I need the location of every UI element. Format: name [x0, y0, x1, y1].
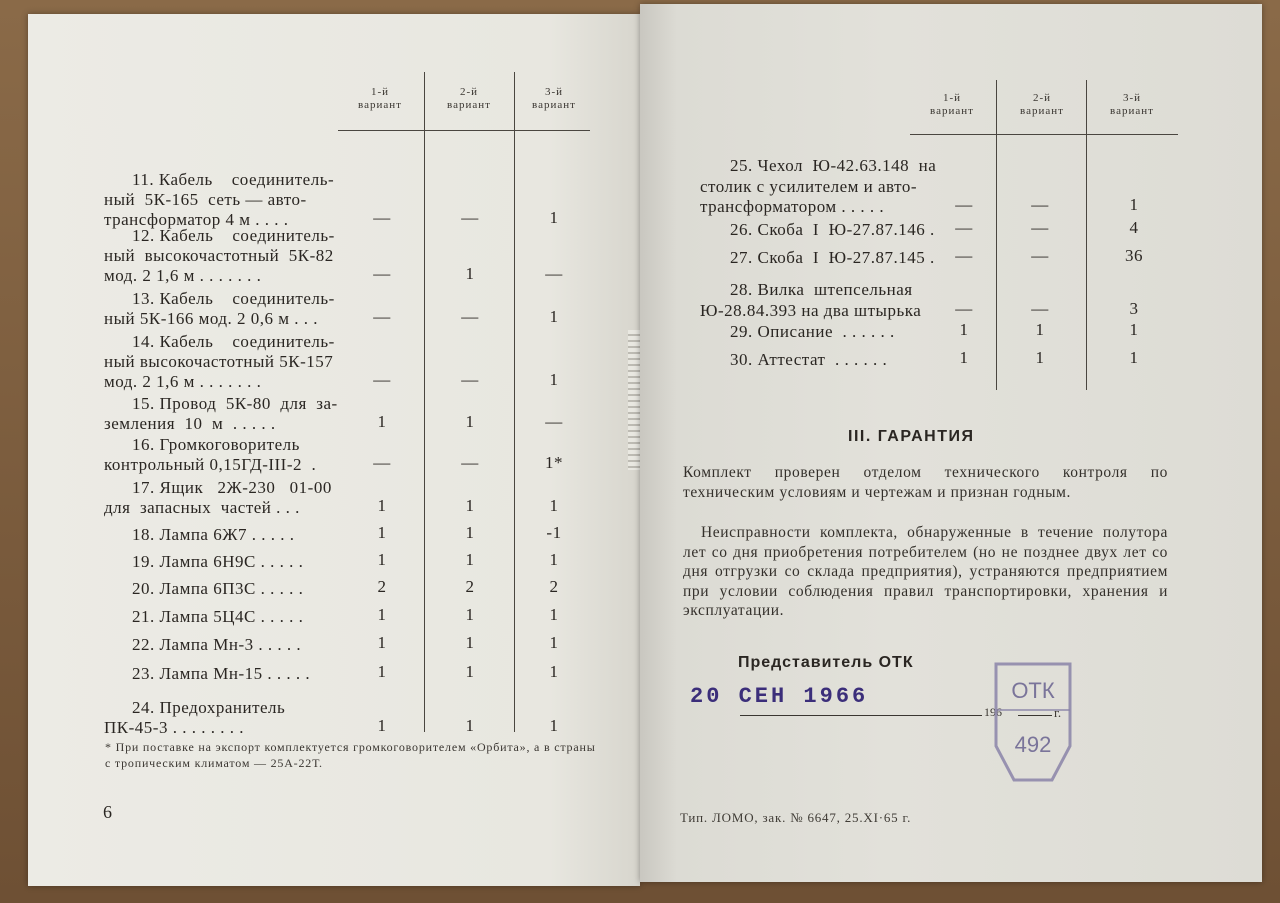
- otk-stamp-label: ОТК: [1011, 678, 1055, 703]
- quantity-cell: 1: [465, 523, 475, 542]
- item-name: ный высокочастотный 5К-157: [104, 352, 334, 371]
- quantity-cell: 1: [377, 412, 387, 431]
- item-name: Ю-28.84.393 на два штырька: [700, 300, 922, 320]
- quantity-cell: 1: [959, 320, 969, 339]
- otk-stamp-number: 492: [1014, 732, 1052, 757]
- column-header-2: [1002, 92, 1082, 118]
- column-divider: [996, 80, 997, 390]
- quantity-cell: 1: [1129, 195, 1139, 214]
- quantity-cell: 3: [1129, 298, 1139, 318]
- column-header-label: 3-й: [544, 86, 564, 98]
- quantity-cell: —: [373, 453, 391, 472]
- item-name: ПК-45-3 . . . . . . . .: [104, 718, 244, 737]
- quantity-cell: 1: [549, 605, 559, 624]
- quantity-cell: 1: [377, 496, 387, 515]
- quantity-cell: 1: [465, 662, 475, 681]
- quantity-cell: 4: [1129, 218, 1139, 237]
- quantity-cell: —: [373, 264, 391, 283]
- item-name: 15. Провод 5К-80 для за-: [132, 394, 338, 413]
- quantity-cell: 2: [377, 577, 387, 596]
- column-header-label: вариант: [930, 105, 974, 117]
- quantity-cell: 1: [465, 550, 475, 569]
- header-rule: [910, 134, 1178, 135]
- item-name: ный высокочастотный 5К-82: [104, 246, 334, 265]
- column-header-label: 3-й: [1122, 92, 1142, 104]
- quantity-cell: —: [373, 208, 391, 227]
- quantity-cell: 1: [549, 662, 559, 681]
- item-name: 22. Лампа Мн-3 . . . . .: [132, 635, 302, 654]
- column-header-3: [518, 86, 590, 112]
- quantity-cell: 1: [1035, 320, 1045, 339]
- date-stamp: 20 СЕН 1966: [690, 684, 869, 709]
- column-header-label: вариант: [532, 99, 576, 111]
- quantity-cell: —: [955, 195, 973, 214]
- quantity-cell: 1: [549, 633, 559, 652]
- quantity-cell: 1: [549, 716, 559, 735]
- footnote: * При поставке на экспорт комплектуется громкоговорителем «Орбита», а в страны с тропическим климатом — 25А-22Т.: [105, 740, 596, 770]
- quantity-cell: 1: [549, 307, 559, 326]
- column-header-label: вариант: [1110, 105, 1154, 117]
- left-page: [28, 14, 640, 886]
- item-name: 27. Скоба I Ю-27.87.145 .: [730, 248, 935, 267]
- quantity-cell: —: [461, 370, 479, 389]
- binding-stitches: [628, 330, 640, 470]
- item-name: 16. Громкоговоритель: [132, 435, 300, 454]
- quantity-cell: 36: [1125, 246, 1143, 265]
- column-header-label: 1-й: [370, 86, 390, 98]
- guarantee-paragraph-2: Неисправности комплекта, обнаруженные в течение полутора лет со дня приобретения потребителем (но не позднее двух лет со дня отгрузки со склада предприятия), устраняются предприятием при условии соблюдения правил транспортировки, хранения и эксплуатации.: [683, 524, 1168, 619]
- quantity-cell: 1: [377, 662, 387, 681]
- item-name: мод. 2 1,6 м . . . . . . .: [104, 266, 262, 285]
- column-divider: [424, 72, 425, 732]
- quantity-cell: 1: [1129, 348, 1139, 367]
- quantity-cell: 1: [377, 523, 387, 542]
- item-name: мод. 2 1,6 м . . . . . . .: [104, 372, 262, 391]
- column-divider: [1086, 80, 1087, 390]
- item-name: 18. Лампа 6Ж7 . . . . .: [132, 525, 295, 544]
- quantity-cell: 1: [465, 496, 475, 515]
- item-name: 17. Ящик 2Ж-230 01-00: [132, 478, 332, 497]
- quantity-cell: 1: [549, 370, 559, 389]
- quantity-cell: —: [955, 298, 973, 318]
- quantity-cell: 2: [465, 577, 475, 596]
- quantity-cell: —: [1031, 298, 1049, 318]
- otk-representative-label: Представитель ОТК: [738, 654, 914, 671]
- item-name: контрольный 0,15ГД-III-2 .: [104, 455, 317, 474]
- quantity-cell: 1: [377, 605, 387, 624]
- item-name: ный 5К-165 сеть — авто-: [104, 190, 307, 209]
- item-name: 23. Лампа Мн-15 . . . . .: [132, 664, 311, 683]
- item-name: 21. Лампа 5Ц4С . . . . .: [132, 607, 304, 626]
- quantity-cell: —: [955, 218, 973, 237]
- column-header-1: [340, 86, 420, 112]
- quantity-cell: —: [955, 246, 973, 265]
- item-name: трансформатор 4 м . . . .: [104, 210, 289, 229]
- item-name: 12. Кабель соединитель-: [132, 226, 335, 245]
- column-header-2: [428, 86, 510, 112]
- item-name: 25. Чехол Ю-42.63.148 на: [730, 156, 937, 175]
- quantity-cell: —: [461, 307, 479, 326]
- quantity-cell: —: [1031, 195, 1049, 214]
- quantity-cell: 1: [377, 716, 387, 735]
- year-print: 196: [984, 705, 1002, 719]
- item-name: 20. Лампа 6П3С . . . . .: [132, 579, 304, 598]
- quantity-cell: 1: [959, 348, 969, 367]
- guarantee-paragraph-1: Комплект проверен отделом технического контроля по техническим условиям и чертежам и признан годным.: [683, 464, 1168, 501]
- item-name: 19. Лампа 6Н9С . . . . .: [132, 552, 304, 571]
- item-name: 24. Предохранитель: [132, 698, 286, 717]
- quantity-cell: 1: [377, 550, 387, 569]
- column-header-label: 1-й: [942, 92, 962, 104]
- column-divider: [514, 72, 515, 732]
- page-number: 6: [103, 802, 112, 822]
- quantity-cell: —: [1031, 246, 1049, 265]
- item-name: 11. Кабель соединитель-: [132, 170, 335, 189]
- otk-stamp: [992, 660, 1074, 786]
- quantity-cell: 2: [549, 577, 559, 596]
- column-header-label: 2-й: [459, 86, 479, 98]
- quantity-cell: 1: [465, 716, 475, 735]
- item-name: 28. Вилка штепсельная: [730, 280, 913, 299]
- quantity-cell: 1: [549, 208, 559, 227]
- quantity-cell: 1: [465, 264, 475, 283]
- item-name: 29. Описание . . . . . .: [730, 322, 895, 341]
- quantity-cell: —: [373, 370, 391, 389]
- column-header-label: вариант: [1020, 105, 1064, 117]
- section-title: III. ГАРАНТИЯ: [848, 428, 975, 445]
- column-header-1: [912, 92, 992, 118]
- item-name: трансформатором . . . . .: [700, 197, 885, 216]
- quantity-cell: 1: [1035, 348, 1045, 367]
- quantity-cell: —: [461, 208, 479, 227]
- date-underline: [740, 715, 982, 716]
- column-header-label: вариант: [358, 99, 402, 111]
- quantity-cell: 1: [465, 412, 475, 431]
- quantity-cell: 1: [465, 605, 475, 624]
- item-name: для запасных частей . . .: [104, 498, 300, 517]
- quantity-cell: 1*: [545, 453, 563, 472]
- item-name: 14. Кабель соединитель-: [132, 332, 335, 351]
- year-suffix: г.: [1054, 705, 1062, 720]
- quantity-cell: -1: [546, 523, 562, 542]
- item-name: 30. Аттестат . . . . . .: [730, 350, 888, 369]
- quantity-cell: —: [1031, 218, 1049, 237]
- quantity-cell: 1: [1129, 320, 1139, 339]
- item-name: 13. Кабель соединитель-: [132, 289, 335, 308]
- item-name: земления 10 м . . . . .: [104, 414, 276, 433]
- column-header-3: [1092, 92, 1172, 118]
- quantity-cell: 1: [377, 633, 387, 652]
- item-name: ный 5К-166 мод. 2 0,6 м . . .: [104, 309, 319, 328]
- item-name: столик с усилителем и авто-: [700, 176, 918, 196]
- quantity-cell: 1: [465, 633, 475, 652]
- quantity-cell: —: [461, 453, 479, 472]
- quantity-cell: 1: [549, 496, 559, 515]
- printer-imprint: Тип. ЛОМО, зак. № 6647, 25.XI·65 г.: [680, 810, 912, 825]
- column-header-label: 2-й: [1032, 92, 1052, 104]
- quantity-cell: —: [373, 307, 391, 326]
- quantity-cell: —: [545, 412, 563, 431]
- column-header-label: вариант: [447, 99, 491, 111]
- header-rule: [338, 130, 590, 131]
- quantity-cell: 1: [549, 550, 559, 569]
- quantity-cell: —: [545, 264, 563, 283]
- item-name: 26. Скоба I Ю-27.87.146 .: [730, 220, 935, 239]
